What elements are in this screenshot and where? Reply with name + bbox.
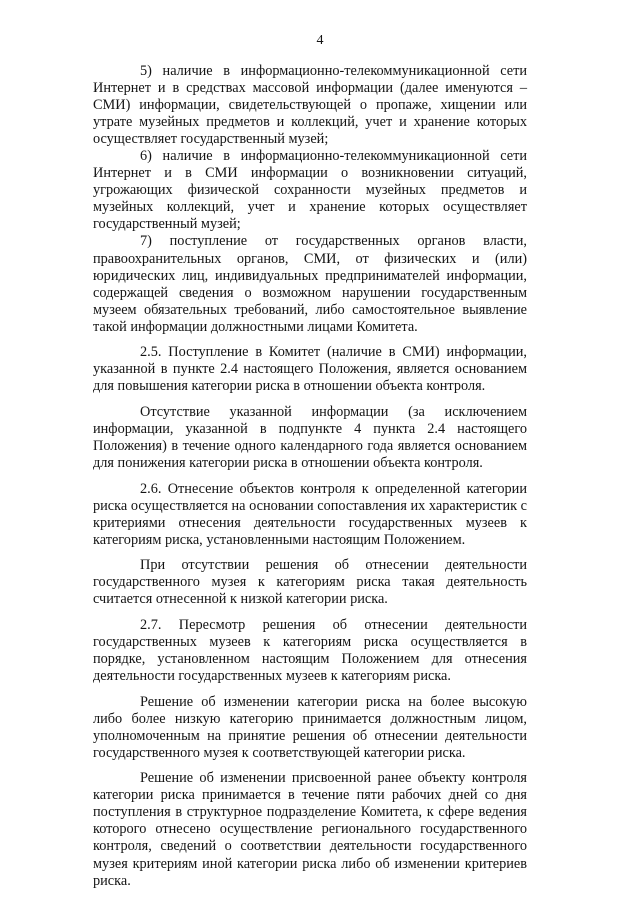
body-text [93, 63, 527, 890]
paragraph-change-assigned-category: Решение об изменении присвоенной ранее объекту контроля категории риска принимается в течение пяти рабочих дней со дня поступления в структурное подразделение Комитета, к сфере ведения которого отнесено осуществление регионального государственного контроля, сведений о соответствии деятельности государственного музея критериям иной категории риска либо об изменении критериев риска. [93, 770, 527, 889]
page-number: 4 [316, 33, 324, 48]
paragraph-item-6: 6) наличие в информационно-телекоммуникационной сети Интернет и в СМИ информации о возникновении ситуаций, угрожающих физической сохранности музейных предметов и музейных коллекций, учет и хранение которых осуществляет государственный музей; [93, 148, 527, 233]
paragraph-item-7: 7) поступление от государственных органов власти, правоохранительных органов, СМИ, от физических и (или) юридических лиц, индивидуальных предпринимателей информации, содержащей сведения о возможном нарушении государственным музеем обязательных требований, либо самостоятельное выявление такой информации должностными лицами Комитета. [93, 233, 527, 335]
paragraph-2-6: 2.6. Отнесение объектов контроля к определенной категории риска осуществляется на основании сопоставления их характеристик с критериями отнесения деятельности государственных музеев к категориям риска, установленными настоящим Положением. [93, 480, 527, 548]
paragraph-no-decision: При отсутствии решения об отнесении деятельности государственного музея к категориям риска такая деятельность считается отнесенной к низкой категории риска. [93, 557, 527, 608]
paragraph-item-5: 5) наличие в информационно-телекоммуникационной сети Интернет и в средствах массовой информации (далее именуются – СМИ) информации, свидетельствующей о пропаже, хищении или утрате музейных предметов и коллекций, учет и хранение которых осуществляет государственный музей; [93, 63, 527, 148]
paragraph-2-7: 2.7. Пересмотр решения об отнесении деятельности государственных музеев к категориям риска осуществляется в порядке, установленном настоящим Положением для отнесения деятельности государственных музеев к категориям риска. [93, 616, 527, 685]
paragraph-no-information: Отсутствие указанной информации (за исключением информации, указанной в подпункте 4 пункта 2.4 настоящего Положения) в течение одного календарного года является основанием для понижения категории риска в отношении объекта контроля. [93, 403, 527, 472]
paragraph-change-category: Решение об изменении категории риска на более высокую либо более низкую категорию принимается должностным лицом, уполномоченным на принятие решения об отнесении деятельности государственного музея к соответствующей категории риска. [93, 693, 527, 761]
paragraph-2-5: 2.5. Поступление в Комитет (наличие в СМИ) информации, указанной в пункте 2.4 настоящего Положения, является основанием для повышения категории риска в отношении объекта контроля. [93, 344, 527, 395]
